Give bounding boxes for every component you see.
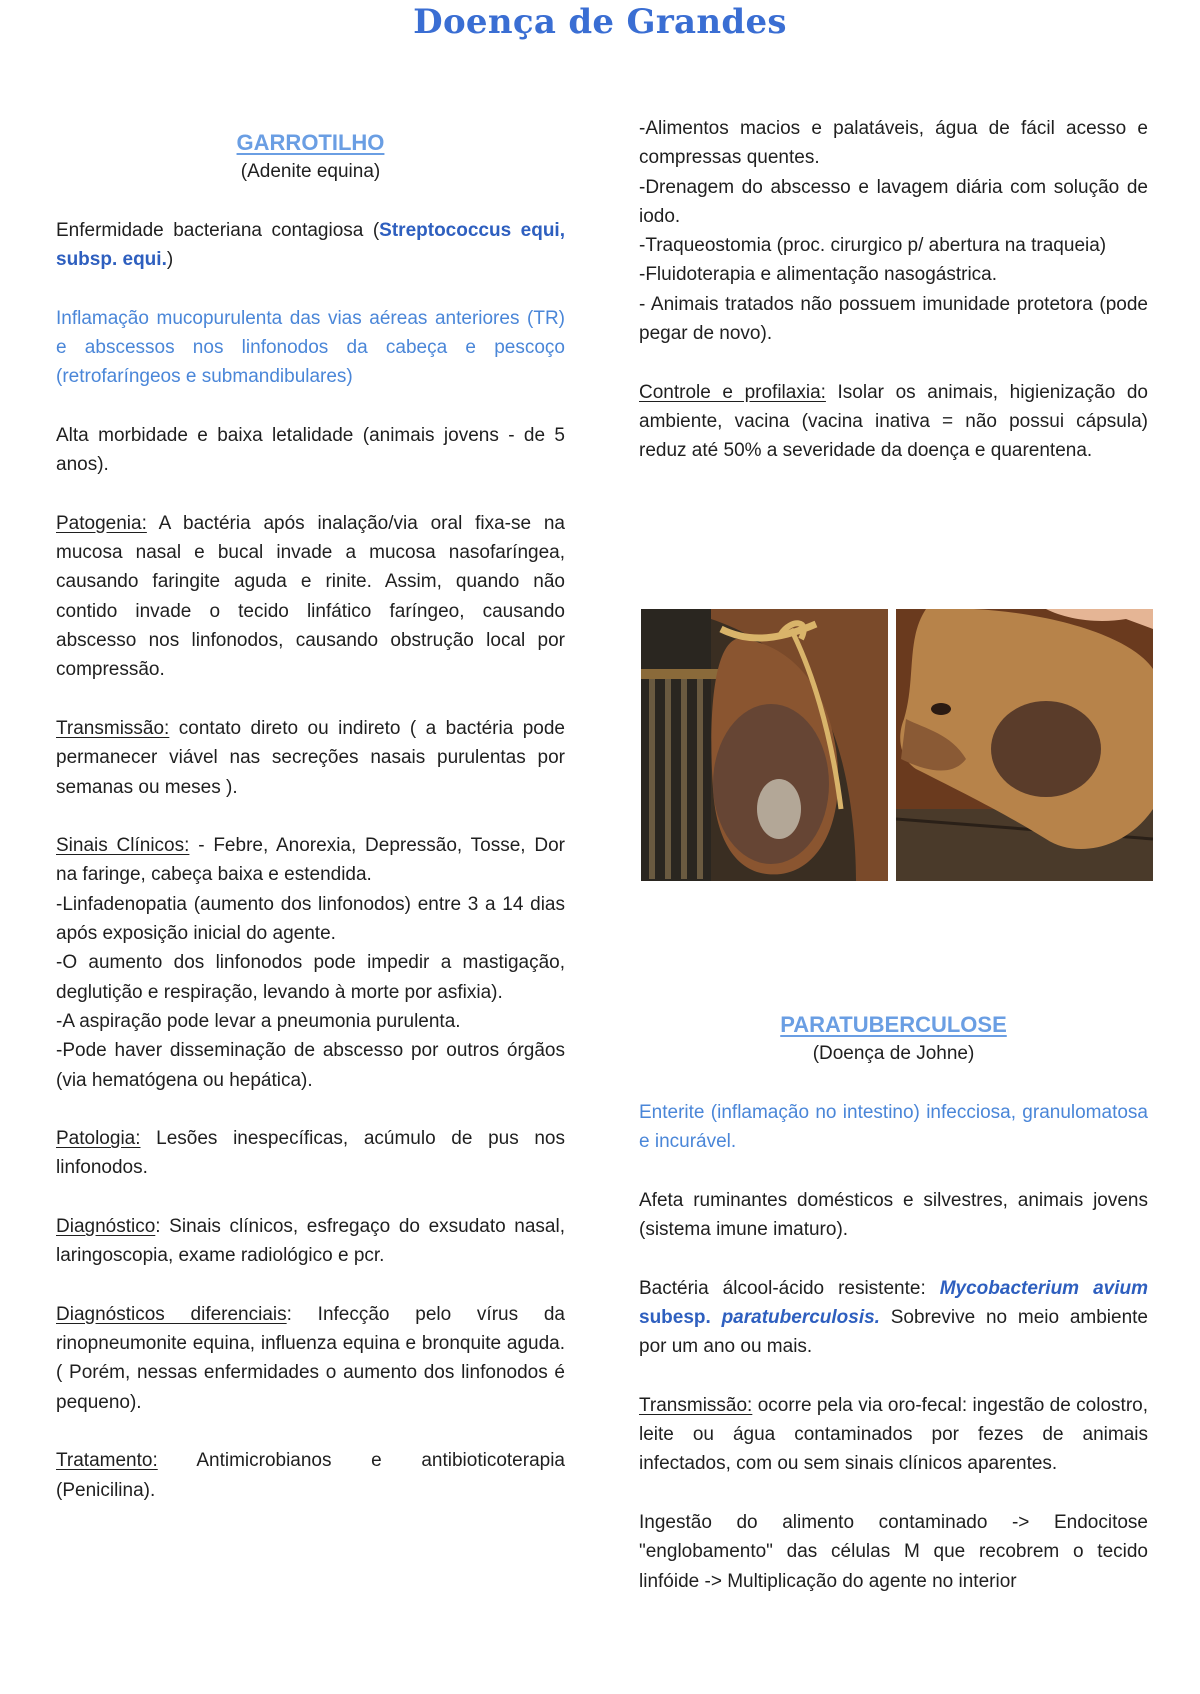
paratb-transmissao-label: Transmissão: (639, 1394, 753, 1416)
diferenciais-text: : Infecção pelo vírus da rinopneumonite equina, influenza equina e bronquite aguda. ( Porém, nessas enfermidades o aumento dos linfonodos é pequeno). (56, 1303, 565, 1413)
scientific-name-mid: subesp. (639, 1306, 722, 1328)
diagnostico-label: Diagnóstico (56, 1215, 156, 1237)
sinais-text: - Febre, Anorexia, Depressão, Tosse, Dor na faringe, cabeça baixa e estendida. (56, 835, 565, 886)
sinais-item: -Pode haver disseminação de abscesso por outros órgãos (via hematógena ou hepática). (56, 1040, 565, 1091)
right-column-top (639, 114, 1148, 466)
tratamento-item: -Alimentos macios e palatáveis, água de fácil acesso e compressas quentes. (639, 118, 1148, 169)
sinais-item: -Linfadenopatia (aumento dos linfonodos) entre 3 a 14 dias após exposição inicial do agente. (56, 893, 565, 945)
right-column-bottom (639, 1010, 1148, 1596)
garrotilho-intro (56, 216, 565, 275)
page-title: Doença de Grandes (413, 2, 787, 42)
scientific-name: Streptococcus equi, subsp. equi. (56, 219, 565, 271)
tratamento-item: -Fluidoterapia e alimentação nasogástrica. (639, 264, 998, 286)
bacteria-intro: Bactéria álcool-ácido resistente: (639, 1277, 940, 1299)
scientific-name-genus: Mycobacterium avium (939, 1277, 1148, 1299)
paratuberculose-subtitle: (Doença de Johne) (812, 1043, 975, 1065)
patogenia-paragraph (56, 509, 565, 685)
sinais-item: -A aspiração pode levar a pneumonia purulenta. (56, 1010, 461, 1032)
diagnostico-text: : Sinais clínicos, esfregaço do exsudato nasal, laringoscopia, exame radiológico e pcr. (56, 1215, 565, 1267)
patogenia-label: Patogenia: (56, 512, 147, 534)
tratamento-text: Antimicrobianos e antibioticoterapia (Penicilina). (56, 1450, 565, 1501)
tratamento-label: Tratamento: (56, 1450, 158, 1472)
garrotilho-inflamacao: Inflamação mucopurulenta das vias aéreas anteriores (TR) e abscessos nos linfonodos da cabeça e pescoço (retrofaríngeos e submandibulares) (56, 307, 565, 388)
horse-abscess-photo-left (641, 609, 888, 881)
patologia-label: Patologia: (56, 1128, 141, 1150)
left-column (56, 128, 565, 1505)
paratb-transmissao-paragraph (639, 1391, 1148, 1479)
horse-abscess-photo-right (896, 609, 1153, 881)
paratuberculose-heading: PARATUBERCULOSE (780, 1012, 1007, 1037)
tratamento-item: -Drenagem do abscesso e lavagem diária com solução de iodo. (639, 176, 1148, 227)
garrotilho-subtitle: (Adenite equina) (240, 161, 381, 183)
paratuberculose-enterite: Enterite (inflamação no intestino) infecciosa, granulomatosa e incurável. (639, 1101, 1148, 1153)
patologia-text: Lesões inespecíficas, acúmulo de pus nos linfonodos. (56, 1128, 565, 1179)
horse-photos (641, 609, 1153, 881)
paratb-ingestao: Ingestão do alimento contaminado -> Endocitose "englobamento" das células M que recobrem o tecido linfóide -> Multiplicação do agente no interior (639, 1512, 1148, 1592)
controle-paragraph (639, 378, 1148, 466)
tratamento-item: -Traqueostomia (proc. cirurgico p/ abertura na traqueia) (639, 235, 1107, 257)
scientific-name-subspecies: paratuberculosis. (721, 1306, 880, 1328)
diferenciais-paragraph (56, 1300, 565, 1417)
intro-text: Enfermidade bacteriana contagiosa ( (56, 219, 380, 241)
intro-close: ) (166, 249, 174, 271)
transmissao-paragraph (56, 714, 565, 802)
sinais-item: -O aumento dos linfonodos pode impedir a mastigação, deglutição e respiração, levando à morte por asfixia). (56, 952, 565, 1003)
sinais-label: Sinais Clínicos: (56, 835, 190, 857)
garrotilho-heading: GARROTILHO (236, 130, 385, 155)
controle-label: Controle e profilaxia: (639, 381, 826, 403)
paratb-transmissao-text: ocorre pela via oro-fecal: ingestão de colostro, leite ou água contaminados por fezes de animais infectados, com ou sem sinais clínicos aparentes. (639, 1394, 1148, 1475)
controle-text: Isolar os animais, higienização do ambiente, vacina (vacina inativa = não possui cápsula) reduz até 50% a severidade da doença e quarentena. (639, 381, 1148, 462)
garrotilho-morbidade: Alta morbidade e baixa letalidade (animais jovens - de 5 anos). (56, 424, 565, 476)
patologia-paragraph (56, 1124, 565, 1183)
diagnostico-paragraph (56, 1212, 565, 1271)
paratuberculose-bacteria (639, 1274, 1148, 1362)
paratuberculose-afeta: Afeta ruminantes domésticos e silvestres, animais jovens (sistema imune imaturo). (639, 1189, 1148, 1241)
transmissao-text: contato direto ou indireto ( a bactéria pode permanecer viável nas secreções nasais purulentas por semanas ou meses ). (56, 717, 565, 798)
patogenia-text: A bactéria após inalação/via oral fixa-se na mucosa nasal e bucal invade a mucosa nasofaríngea, causando faringite aguda e rinite. Assim, quando não contido invade o tecido linfático faríngeo, causando abscesso nos linfonodos, causando obstrução local por compressão. (56, 512, 565, 681)
tratamento-item: - Animais tratados não possuem imunidade protetora (pode pegar de novo). (639, 293, 1148, 345)
diferenciais-label: Diagnósticos diferenciais (56, 1303, 287, 1325)
sinais-paragraph (56, 831, 565, 890)
tratamento-paragraph (56, 1446, 565, 1505)
bacteria-post: Sobrevive no meio ambiente por um ano ou mais. (639, 1306, 1149, 1358)
transmissao-label: Transmissão: (56, 717, 170, 739)
